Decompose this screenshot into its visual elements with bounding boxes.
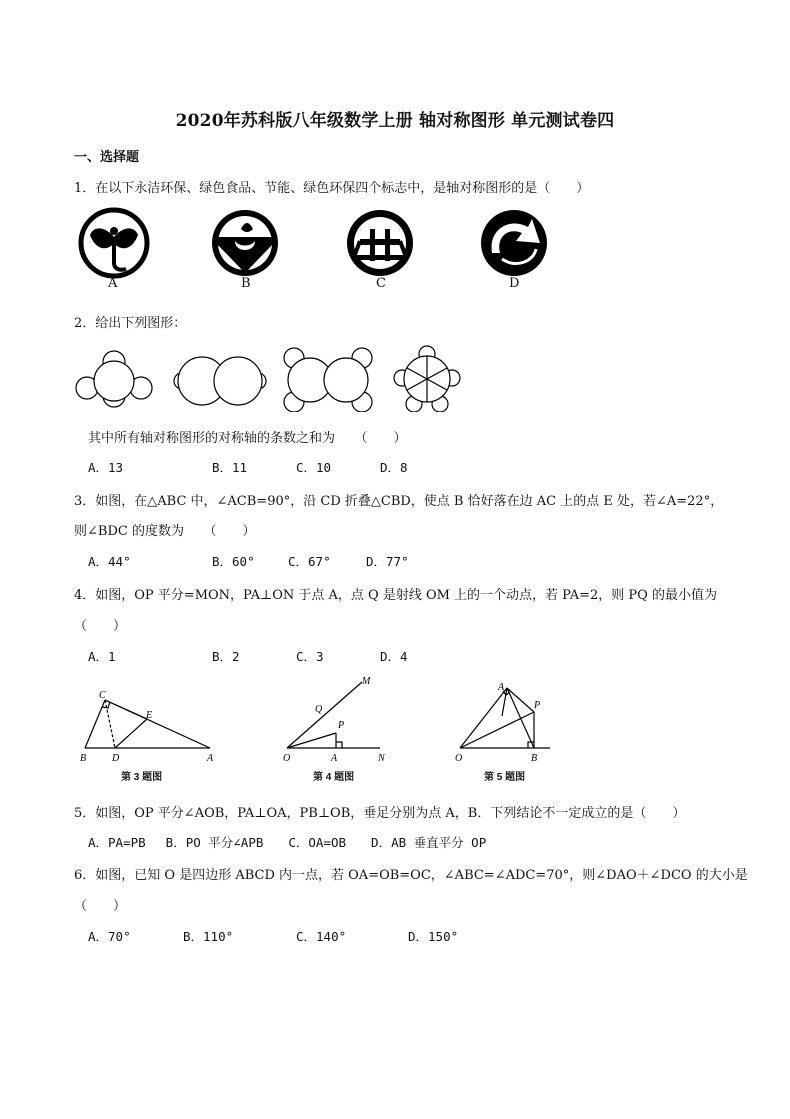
q6-option-d: D．150° bbox=[408, 929, 459, 944]
fig3-caption: 第 3 题图 bbox=[121, 772, 163, 783]
q3-stem-2: 则∠BDC 的度数为 （ ） bbox=[74, 524, 256, 539]
logo-a-icon bbox=[81, 210, 147, 276]
q2-figure-1 bbox=[76, 351, 152, 407]
fig4-label-q: Q bbox=[315, 704, 323, 715]
q2-stem: 2．给出下列图形： bbox=[74, 316, 187, 331]
q6-stem-2: （ ） bbox=[74, 899, 127, 914]
q1-logos bbox=[70, 205, 550, 295]
fig5-label-a: A bbox=[498, 682, 505, 693]
q2-figures bbox=[72, 344, 472, 412]
q1-stem: 1．在以下永洁环保、绿色食品、节能、绿色环保四个标志中，是轴对称图形的是（ ） bbox=[74, 181, 590, 196]
fig4-label-n: N bbox=[378, 753, 385, 764]
fig4-label-o: O bbox=[283, 753, 291, 764]
fig3-label-a: A bbox=[207, 753, 214, 764]
q2-text: 其中所有轴对称图形的对称轴的条数之和为 （ ） bbox=[88, 431, 407, 446]
q1-label-c: C bbox=[376, 276, 386, 291]
q4-option-a: A．1 bbox=[88, 649, 116, 664]
logo-d-icon bbox=[481, 210, 547, 276]
q3-option-a: A．44° bbox=[88, 554, 131, 569]
fig5-label-o: O bbox=[455, 753, 463, 764]
figure-3-diagram bbox=[75, 688, 225, 764]
q4-stem: 4．如图，OP 平分=MON，PA⊥ON 于点 A，点 Q 是射线 OM 上的一个动点，若 PA=2，则 PQ 的最小值为 bbox=[74, 588, 717, 603]
q1-label-b: B bbox=[241, 276, 251, 291]
q5-stem: 5．如图，OP 平分∠AOB，PA⊥OA，PB⊥OB，垂足分别为点 A，B．下列结论不一定成立的是（ ） bbox=[74, 806, 686, 821]
q6-option-c: C．140° bbox=[296, 929, 347, 944]
logo-c-icon bbox=[347, 210, 413, 276]
fig4-label-p: P bbox=[338, 720, 345, 731]
fig3-label-d: D bbox=[112, 753, 120, 764]
figure-5-diagram bbox=[450, 676, 560, 766]
fig3-label-b: B bbox=[80, 753, 87, 764]
q1-label-d: D bbox=[509, 276, 520, 291]
fig5-caption: 第 5 题图 bbox=[484, 772, 526, 783]
figure-4-diagram bbox=[280, 672, 395, 764]
fig4-caption: 第 4 题图 bbox=[313, 772, 355, 783]
logo-b-icon bbox=[212, 210, 278, 276]
q2-option-b: B．11 bbox=[212, 460, 248, 475]
q2-figure-3 bbox=[284, 348, 372, 412]
q2-option-c: C．10 bbox=[296, 460, 332, 475]
q1-label-a: A bbox=[108, 276, 118, 291]
q4-option-b: B．2 bbox=[212, 649, 240, 664]
q2-figure-2 bbox=[174, 357, 266, 405]
q3-option-c: C．67° bbox=[288, 554, 331, 569]
q2-figure-4 bbox=[394, 346, 460, 412]
q4-stem-2: （ ） bbox=[74, 619, 127, 634]
q3-stem: 3．如图，在△ABC 中，∠ACB=90°，沿 CD 折叠△CBD，使点 B 恰好落在边 AC 上的点 E 处，若∠A=22°， bbox=[74, 494, 724, 509]
q2-option-d: D．8 bbox=[380, 460, 408, 475]
q6-option-b: B．110° bbox=[183, 929, 234, 944]
fig4-label-m: M bbox=[362, 676, 371, 687]
q3-option-d: D．77° bbox=[366, 554, 409, 569]
fig5-label-p: P bbox=[534, 700, 541, 711]
q5-options: A．PA=PB B．PO 平分∠APB C．OA=OB D．AB 垂直平分 OP bbox=[88, 835, 487, 850]
q4-option-d: D．4 bbox=[380, 649, 408, 664]
q6-option-a: A．70° bbox=[88, 929, 131, 944]
fig3-label-c: C bbox=[99, 690, 106, 701]
page-title: 2020年苏科版八年级数学上册 轴对称图形 单元测试卷四 bbox=[175, 111, 615, 131]
section-heading: 一、选择题 bbox=[74, 150, 140, 165]
q4-option-c: C．3 bbox=[296, 649, 324, 664]
fig3-label-e: E bbox=[146, 710, 153, 721]
fig4-label-a: A bbox=[331, 753, 338, 764]
fig5-label-b: B bbox=[531, 753, 538, 764]
q3-option-b: B．60° bbox=[212, 554, 255, 569]
q2-option-a: A．13 bbox=[88, 460, 124, 475]
q6-stem: 6．如图，已知 O 是四边形 ABCD 内一点，若 OA=OB=OC，∠ABC=∠ADC=70°，则∠DAO＋∠DCO 的大小是 bbox=[74, 868, 748, 883]
